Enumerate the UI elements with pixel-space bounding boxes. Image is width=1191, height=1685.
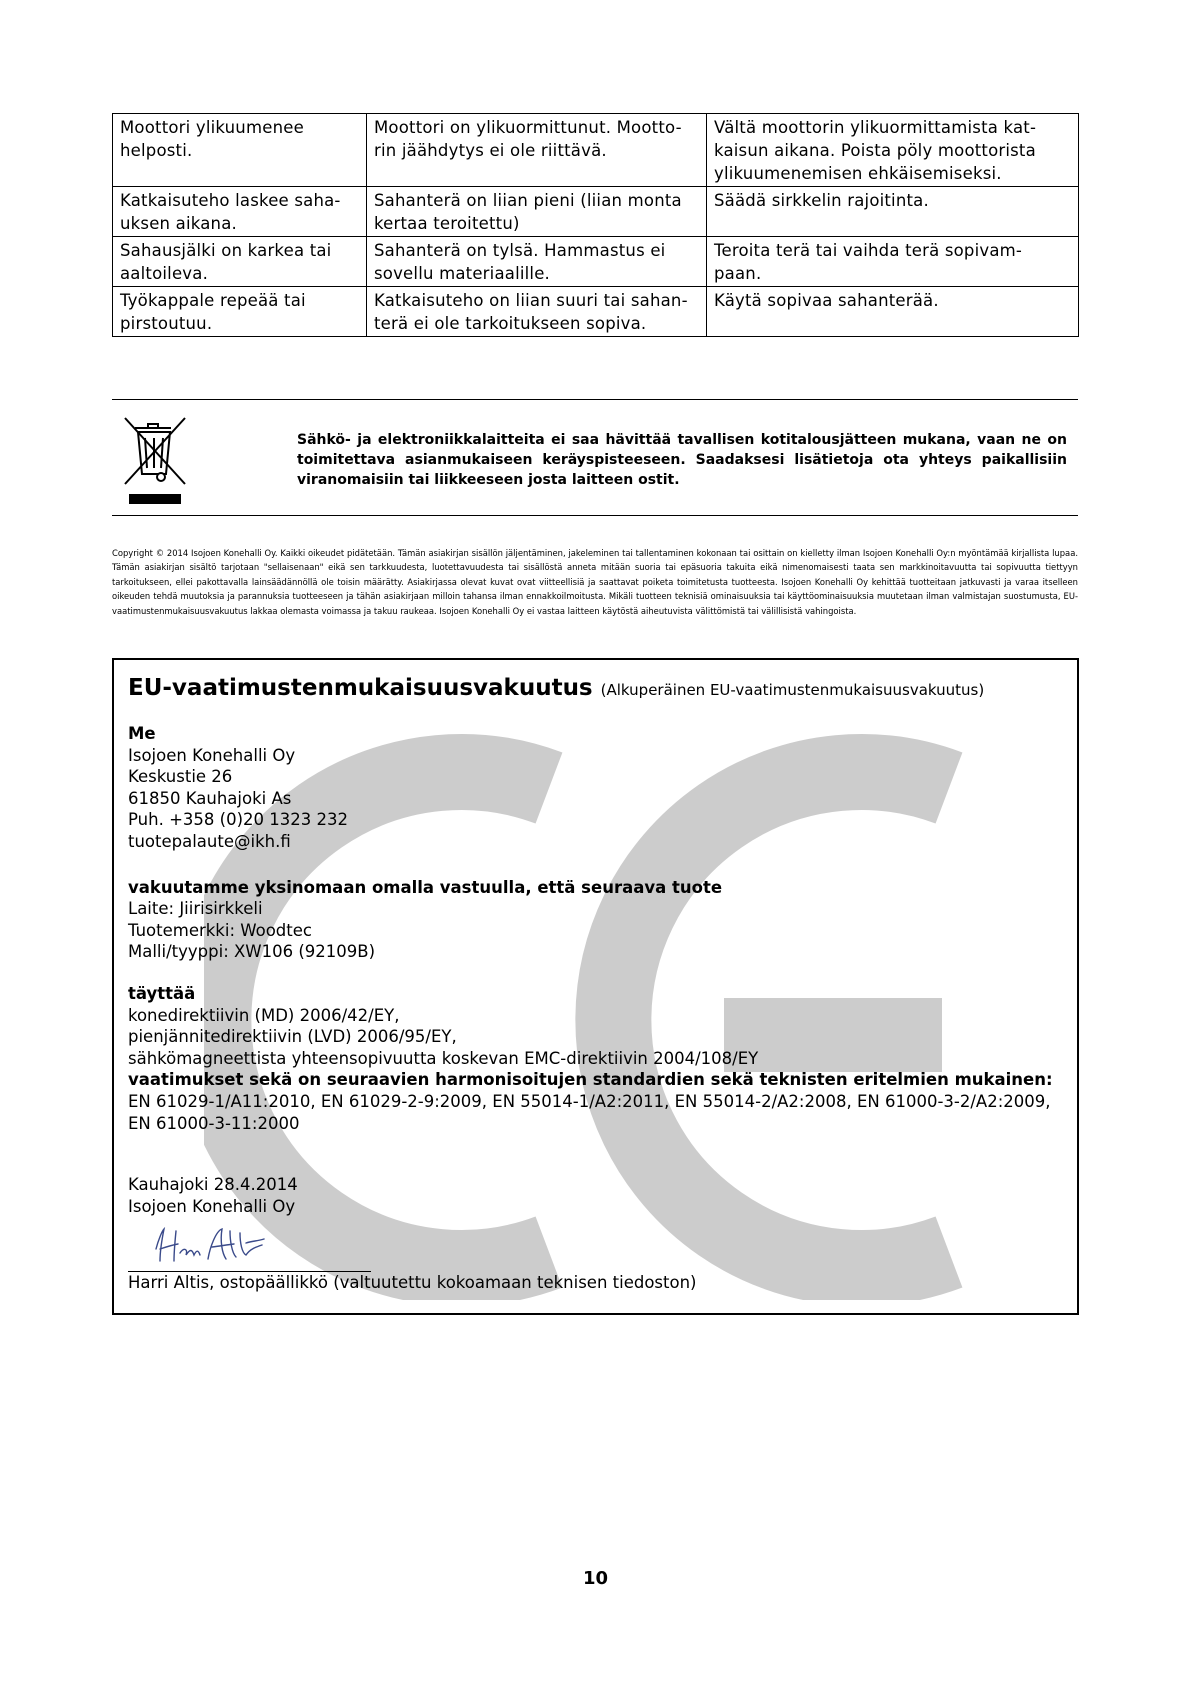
remedy-line: paan.	[714, 264, 762, 283]
postal-address: 61850 Kauhajoki As	[128, 788, 292, 808]
cause-line: Moottori on ylikuormittunut. Mootto-	[374, 118, 682, 137]
cause-line: Katkaisuteho on liian suuri tai sahan-	[374, 291, 688, 310]
cause-line: kertaa teroitettu)	[374, 214, 520, 233]
directive-lvd: pienjännitedirektiivin (LVD) 2006/95/EY,	[128, 1027, 457, 1047]
cell-problem	[113, 237, 367, 287]
cause-line: sovellu materiaalille.	[374, 264, 551, 283]
problem-line: uksen aikana.	[120, 214, 237, 233]
cell-remedy	[707, 187, 1079, 237]
cause-line: rin jäähdytys ei ole riittävä.	[374, 141, 607, 160]
problem-line: aaltoileva.	[120, 264, 209, 283]
standards-heading: vaatimukset sekä on seuraavien harmonisoitujen standardien sekä teknisten eritelmien mukainen:	[128, 1070, 1053, 1090]
cell-remedy	[707, 237, 1079, 287]
troubleshooting-table	[112, 113, 1079, 337]
weee-top-rule	[112, 399, 1078, 400]
cause-line: Sahanterä on tylsä. Hammastus ei	[374, 241, 666, 260]
table-row	[113, 237, 1079, 287]
standards-list: EN 61029-1/A11:2010, EN 61029-2-9:2009, EN 55014-1/A2:2011, EN 55014-2/A2:2008, EN 61000-3-2/A2:2009, EN 61000-3-11:2000	[128, 1091, 1051, 1133]
we-heading: Me	[128, 724, 156, 743]
remedy-line: Teroita terä tai vaihda terä sopivam-	[714, 241, 1023, 260]
cause-line: Sahanterä on liian pieni (liian monta	[374, 191, 682, 210]
product-device: Laite: Jiirisirkkeli	[128, 899, 263, 919]
handwritten-signature	[150, 1219, 270, 1269]
problem-line: Moottori ylikuumenee	[120, 118, 304, 137]
declaration-text	[128, 673, 1063, 1294]
cell-cause	[367, 114, 707, 187]
signer-company: Isojoen Konehalli Oy	[128, 1196, 296, 1216]
declaration-title-note: (Alkuperäinen EU-vaatimustenmukaisuusvakuutus)	[600, 681, 985, 699]
fulfils-heading: täyttää	[128, 983, 196, 1003]
crossed-out-wheelie-bin-icon	[121, 414, 189, 504]
weee-notice: Sähkö- ja elektroniikkalaitteita ei saa hävittää tavallisen kotitalousjätteen mukana, vaan ne on toimitettava asianmukaiseen keräyspisteeseen. Saadaksesi lisätietoja ota yhteys paikallisiin viranomaisiin tai liikkeeseen josta laitteen ostit.	[297, 432, 1067, 488]
declaration-title	[128, 673, 1063, 705]
cell-problem	[113, 114, 367, 187]
table-row	[113, 114, 1079, 187]
declaration-of-conformity	[112, 658, 1079, 1315]
place-and-date: Kauhajoki 28.4.2014	[128, 1175, 298, 1195]
problem-line: helposti.	[120, 141, 193, 160]
street-address: Keskustie 26	[128, 767, 233, 787]
troubleshooting-table-body	[113, 114, 1079, 337]
declaration-title-text: EU-vaatimustenmukaisuusvakuutus	[128, 675, 593, 701]
remedy-line: Säädä sirkkelin rajoitinta.	[714, 191, 929, 210]
remedy-line: Käytä sopivaa sahanterää.	[714, 291, 939, 310]
directive-emc: sähkömagneettista yhteensopivuutta koskevan EMC-direktiivin 2004/108/EY	[128, 1048, 759, 1068]
problem-line: Sahausjälki on karkea tai	[120, 241, 332, 260]
cell-remedy	[707, 114, 1079, 187]
page-number: 10	[582, 1568, 609, 1589]
phone-number: Puh. +358 (0)20 1323 232	[128, 810, 348, 830]
cell-cause	[367, 237, 707, 287]
weee-bottom-rule	[112, 515, 1078, 516]
problem-line: pirstoutuu.	[120, 314, 213, 333]
copyright-notice: Copyright © 2014 Isojoen Konehalli Oy. Kaikki oikeudet pidätetään. Tämän asiakirjan sisällön jäljentäminen, jakeleminen tai tallentaminen kokonaan tai osittain on kielletty ilman Isojoen Konehalli Oy:n myöntämää kirjallista lupaa. Tämän asiakirjan sisältö tarjotaan "sellaisenaan" eikä sen tarkkuudesta, luotettavuudesta tai sisällöstä anneta mitään suoria tai epäsuoria takuita eikä nimenomaisesti taata sen markkinoitavuutta tai sopivuutta tiettyyn tarkoitukseen, ellei pakottavalla lainsäädännöllä ole toisin määrätty. Asiakirjassa olevat kuvat ovat viitteellisiä ja saattavat poiketa toimitetusta tuotteesta. Isojoen Konehalli Oy kehittää tuotteitaan jatkuvasti ja varaa itselleen oikeuden tehdä muutoksia ja parannuksia tuotteeseen ja tähän asiakirjaan milloin tahansa ilman ennakkoilmoitusta. Mikäli tuotteen teknisiä ominaisuuksia tai käyttöominaisuuksia muutetaan ilman valmistajan suostumusta, EU-vaatimustenmukaisuusvakuutus lakkaa olemasta voimassa ja takuu raukeaa. Isojoen Konehalli Oy ei vastaa laitteen käytöstä aiheutuvista välittömistä tai välillisistä vahingoista.	[112, 548, 1078, 616]
declare-heading: vakuutamme yksinomaan omalla vastuulla, että seuraava tuote	[128, 877, 723, 897]
remedy-line: ylikuumenemisen ehkäisemiseksi.	[714, 164, 1002, 183]
signer-name-title: Harri Altis, ostopäällikkö (valtuutettu kokoamaan teknisen tiedoston)	[128, 1273, 697, 1293]
directive-md: konedirektiivin (MD) 2006/42/EY,	[128, 1005, 400, 1025]
cell-cause	[367, 287, 707, 337]
cell-cause	[367, 187, 707, 237]
product-model: Malli/tyyppi: XW106 (92109B)	[128, 942, 376, 962]
table-row	[113, 187, 1079, 237]
table-row	[113, 287, 1079, 337]
cause-line: terä ei ole tarkoitukseen sopiva.	[374, 314, 647, 333]
problem-line: Katkaisuteho laskee saha-	[120, 191, 341, 210]
product-brand: Tuotemerkki: Woodtec	[128, 920, 312, 940]
cell-remedy	[707, 287, 1079, 337]
problem-line: Työkappale repeää tai	[120, 291, 306, 310]
remedy-line: kaisun aikana. Poista pöly moottorista	[714, 141, 1036, 160]
remedy-line: Vältä moottorin ylikuormittamista kat-	[714, 118, 1037, 137]
cell-problem	[113, 287, 367, 337]
cell-problem	[113, 187, 367, 237]
email-address: tuotepalaute@ikh.fi	[128, 831, 291, 851]
company-name: Isojoen Konehalli Oy	[128, 745, 296, 765]
